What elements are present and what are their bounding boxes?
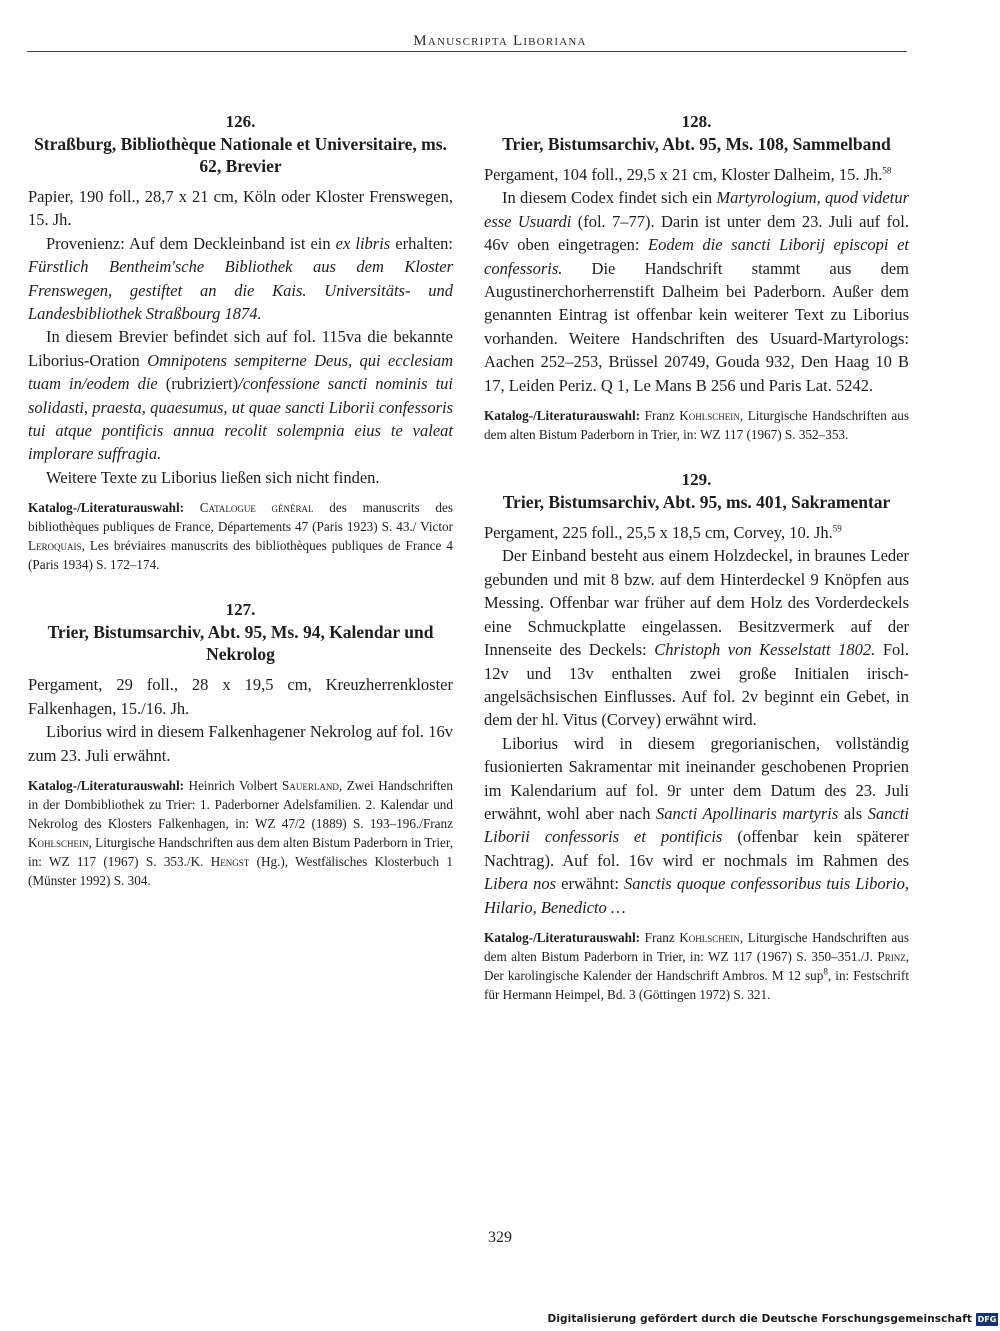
text-run-smallcaps: Sauerland <box>282 777 339 793</box>
left-column <box>28 112 453 916</box>
text-run-smallcaps: Prinz <box>877 948 906 964</box>
text-run-italic: Libera nos <box>484 874 557 894</box>
text-run-italic: Sancti Apollinaris martyris <box>656 803 839 823</box>
entry-description <box>484 521 909 544</box>
page-number: 329 <box>488 1229 512 1246</box>
text-run-smallcaps: Catalogue général <box>199 500 314 516</box>
catalog-literature <box>484 928 909 1004</box>
text-run: Fol. 12v und 13v enthalten zwei große Initialen irisch-angelsächsischen Einflusses. Auf fol. 2v beginnt ein Gebet, in dem der hl. Vitus (Corvey) erwähnt wird. <box>484 640 909 730</box>
entry-128 <box>484 112 909 444</box>
catalog-label: Katalog-/Literaturauswahl: <box>28 777 185 793</box>
right-column <box>484 112 909 1030</box>
text-run: Heinrich Volbert <box>184 777 283 793</box>
text-run-smallcaps: Leroquais <box>28 538 82 554</box>
text-run: Der Einband besteht aus einem Holzdeckel, in braunes Leder gebunden und mit 8 bzw. auf dem Hinterdeckel 9 Knöpfen aus Messing. Offenbar war früher auf dem Holz des Vorderdeckels eine Schmuckplatte eingelassen. Besitzvermerk auf der Innenseite des Deckels: <box>484 546 909 660</box>
text-run: (Hg.), Westfälisches Klosterbuch 1 (Münster 1992) S. 304. <box>28 853 453 888</box>
text-run: Liborius wird in diesem gregorianischen, vollständig fusionierten Sakramentar mit ineinander geschobenen Proprien im Kalendarium auf fol. 9r unter dem Datum des 23. Juli erwähnt, wohl aber nach <box>484 733 909 823</box>
entry-127 <box>28 600 453 890</box>
entry-number: 127. <box>225 600 256 620</box>
catalog-label: Katalog-/Literaturauswahl: <box>484 408 641 424</box>
text-run-italic: Martyrologium, quod videtur esse Usuardi <box>484 188 909 231</box>
running-title: Manuscripta Liboriana <box>413 33 587 49</box>
text-run: Die Handschrift stammt aus dem Augustinerchorherrenstift Dalheim bei Paderborn. Außer dem genannten Eintrag ist offenbar kein weiterer Text zu Liborius vorhanden. Weitere Handschriften des Usuard-Martyrologs: Aachen 252–253, Brüssel 20749, Gouda 932, Den Haag 10 B 17, Leiden Periz. Q 1, Le Mans B 256 und Paris Lat. 5242. <box>484 258 909 395</box>
header-rule <box>27 51 907 52</box>
text-run-smallcaps: Kohlschein <box>28 834 89 850</box>
text-run: Pergament, 104 foll., 29,5 x 21 cm, Kloster Dalheim, 15. Jh. <box>484 165 883 184</box>
catalog-label: Katalog-/Literaturauswahl: <box>28 500 185 516</box>
catalog-label: Katalog-/Literaturauswahl: <box>484 929 641 945</box>
entry-number: 126. <box>225 112 256 131</box>
entry-129 <box>484 470 909 1004</box>
text-run: erwähnt: <box>556 874 625 894</box>
text-run: , Les bréviaires manuscrits des bibliothèques publiques de France 4 (Paris 1934) S. 172–174. <box>28 538 453 573</box>
text-run: Provenienz: Auf dem Deckleinband ist ein <box>46 233 336 253</box>
text-run: , Der karolingische Kalender der Handschrift Ambros. M 12 sup <box>484 948 909 983</box>
text-run: Pergament, 225 foll., 25,5 x 18,5 cm, Corvey, 10. Jh. <box>484 523 833 543</box>
entry-paragraph <box>28 325 453 465</box>
entry-title: Trier, Bistumsarchiv, Abt. 95, ms. 401, Sakramentar <box>502 492 891 513</box>
entry-number: 128. <box>681 112 712 131</box>
text-run: , Liturgische Handschriften aus dem alten Bistum Paderborn in Trier, in: WZ 117 (1967) S. 353./K. <box>28 834 453 869</box>
entry-paragraph: Weitere Texte zu Liborius ließen sich nicht finden. <box>46 467 380 487</box>
text-run-italic: Fürstlich Bentheim'sche Bibliothek aus dem Kloster Frenswegen, gestiftet an die Kais. Universitäts- und Landesbibliothek Straßbourg 1874. <box>28 257 453 324</box>
entry-title: Straßburg, Bibliothèque Nationale et Universitaire, ms. 62, Brevier <box>34 134 447 176</box>
text-run-italic: ex libris <box>335 233 391 253</box>
catalog-literature <box>28 776 453 890</box>
text-run-italic: Omnipotens sempiterne Deus, qui ecclesiam tuam in/eodem die <box>28 350 453 394</box>
text-run: erhalten: <box>390 233 453 253</box>
text-run: Franz <box>640 929 680 945</box>
text-run: , Zwei Handschriften in der Dombibliothek zu Trier: 1. Paderborner Adelsfamilien. 2. Kalendar und Nekrolog des Klosters Falkenhagen, in: WZ 47/2 (1889) S. 193–196./Franz <box>28 777 453 831</box>
text-run-italic: Eodem die sancti Liborij episcopi et confessoris. <box>484 235 909 278</box>
text-run: des manuscrits des bibliothèques publiques de France, Départements 47 (Paris 1923) S. 43./ Victor <box>28 500 453 535</box>
text-run-italic: /confessione sancti nominis tui solidasti, praesta, quaesumus, ut quae sancti Liborii confessoris tui atque pontificis annua recolit solempnia eius te valeat implorare suffragia. <box>28 374 454 464</box>
funding-note: Digitalisierung gefördert durch die Deutsche Forschungsgemeinschaft <box>547 1313 972 1325</box>
text-run: (offenbar kein späterer Nachtrag). Auf fol. 16v wird er nochmals im Rahmen des <box>484 827 909 870</box>
catalog-literature <box>28 498 453 574</box>
text-run-italic: Christoph von Kesselstatt 1802. <box>654 640 876 660</box>
entry-paragraph <box>484 544 909 731</box>
text-run-italic: Sanctis quoque confessoribus tuis Liborio, Hilario, Benedicto … <box>484 874 910 917</box>
superscript: 8 <box>823 966 828 977</box>
entry-description: Pergament, 29 foll., 28 x 19,5 cm, Kreuzherrenkloster Falkenhagen, 15./16. Jh. <box>28 675 453 718</box>
text-run-smallcaps: Kohlschein <box>679 408 740 424</box>
entry-description: Papier, 190 foll., 28,7 x 21 cm, Köln oder Kloster Frenswegen, 15. Jh. <box>28 187 453 230</box>
text-run-smallcaps: Hengst <box>210 853 250 869</box>
entry-description <box>484 163 909 186</box>
entry-paragraph <box>28 232 453 326</box>
footnote-ref: 59 <box>832 523 842 534</box>
text-run: als <box>838 803 868 823</box>
entry-title: Trier, Bistumsarchiv, Abt. 95, Ms. 108, Sammelband <box>502 134 891 154</box>
text-run: In diesem Codex findet sich ein <box>502 188 717 208</box>
entry-paragraph: Liborius wird in diesem Falkenhagener Nekrolog auf fol. 16v zum 23. Juli erwähnt. <box>28 722 453 765</box>
entry-paragraph <box>484 186 909 397</box>
catalog-literature <box>484 406 909 444</box>
entry-number: 129. <box>681 470 712 490</box>
footnote-ref: 58 <box>882 165 892 176</box>
text-run: (rubriziert) <box>157 374 239 394</box>
text-run-smallcaps: Kohlschein <box>679 929 740 945</box>
entry-title: Trier, Bistumsarchiv, Abt. 95, Ms. 94, Kalendar und Nekrolog <box>47 622 434 665</box>
text-run: , Liturgische Handschriften aus dem alten Bistum Paderborn in Trier, in: WZ 117 (1967) S. 352–353. <box>484 408 910 443</box>
dfg-logo-icon: DFG <box>977 1315 997 1324</box>
text-run: Franz <box>640 408 680 424</box>
text-run: , Liturgische Handschriften aus dem alten Bistum Paderborn in Trier, in: WZ 117 (1967) S. 350–351./J. <box>484 929 910 964</box>
entry-126 <box>28 112 453 574</box>
text-run-italic: Sancti Liborii confessoris et pontificis <box>484 803 909 847</box>
text-run: In diesem Brevier befindet sich auf fol. 115va die bekannte Liborius-Oration <box>28 327 453 370</box>
text-run: , in: Festschrift für Hermann Heimpel, Bd. 3 (Göttingen 1972) S. 321. <box>484 967 909 1002</box>
text-run <box>184 500 200 515</box>
text-run: (fol. 7–77). Darin ist unter dem 23. Juli auf fol. 46v oben eingetragen: <box>484 211 909 255</box>
entry-paragraph <box>484 732 909 919</box>
